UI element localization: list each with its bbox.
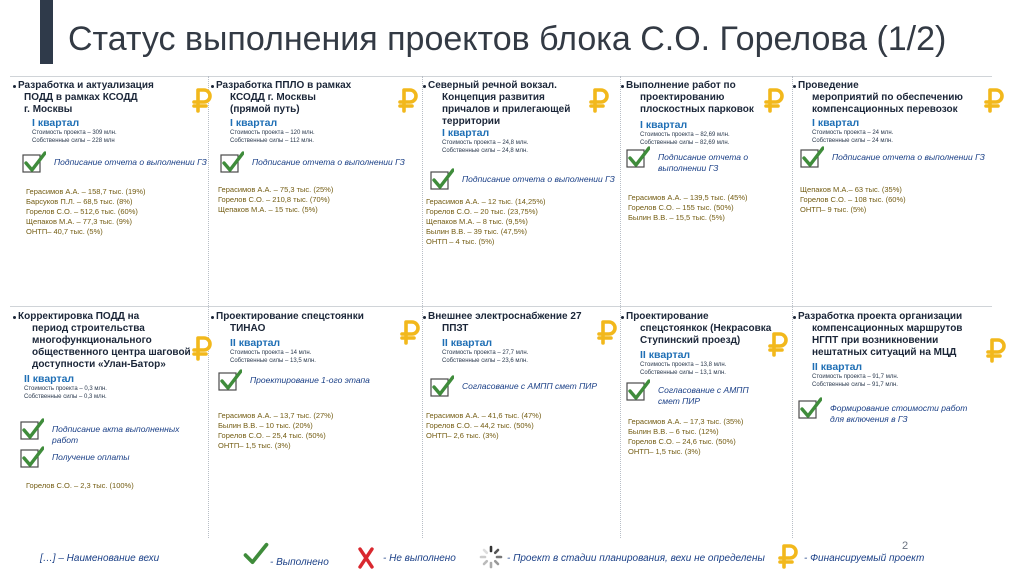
- project-cost: Собственные силы – 0,3 млн.: [24, 394, 107, 400]
- check-icon: [430, 168, 454, 192]
- check-icon: [218, 369, 242, 393]
- contributor-share: Былин В.В. – 10 тыс. (20%): [218, 421, 313, 430]
- project-quarter: II квартал: [230, 337, 281, 349]
- check-icon: [220, 151, 244, 175]
- contributor-share: ОНТП– 9 тыс. (5%): [800, 205, 867, 214]
- milestone-label: Подписание акта выполненных: [52, 424, 180, 434]
- project-cost: Собственные силы – 82,69 млн.: [640, 140, 730, 146]
- slide-title: Статус выполнения проектов блока С.О. Горелова (1/2): [68, 20, 947, 58]
- project-cost: Стоимость проекта – 91,7 млн.: [812, 374, 899, 380]
- milestone-label: выполнении ГЗ: [658, 163, 719, 173]
- project-quarter: I квартал: [442, 127, 490, 139]
- grid-divider: [620, 76, 622, 538]
- contributor-share: Щепаков М.А. – 15 тыс. (5%): [218, 205, 318, 214]
- project-cost: Стоимость проекта – 14 млн.: [230, 350, 312, 356]
- milestone-label: Получение оплаты: [52, 452, 130, 462]
- project-title-line: нештатных ситуаций на МЦД: [812, 347, 957, 358]
- contributor-share: Щепаков М.А. – 8 тыс. (9,5%): [426, 217, 528, 226]
- contributor-share: ОНТП– 40,7 тыс. (5%): [26, 227, 103, 236]
- ruble-icon: [982, 86, 1006, 114]
- project-cost: Собственные силы – 112 млн.: [230, 138, 314, 144]
- ruble-icon: [396, 86, 420, 114]
- ruble-icon: [595, 318, 619, 346]
- project-cost: Собственные силы – 24,8 млн.: [442, 148, 528, 154]
- contributor-share: Барсуков П.Л. – 68,5 тыс. (8%): [26, 197, 133, 206]
- check-icon: [798, 397, 822, 421]
- ruble-icon: [398, 318, 422, 346]
- contributor-share: Герасимов А.А. – 17,3 тыс. (35%): [628, 417, 744, 426]
- project-bullet: [793, 85, 796, 88]
- project-quarter: II квартал: [24, 373, 75, 385]
- project-cost: Стоимость проекта – 82,69 млн.: [640, 132, 730, 138]
- check-icon: [626, 379, 650, 403]
- project-cost: Собственные силы – 24 млн.: [812, 138, 893, 144]
- grid-divider: [208, 76, 210, 538]
- legend-planning: - Проект в стадии планирования, вехи не определены: [507, 553, 765, 564]
- contributor-share: Былин В.В. – 6 тыс. (12%): [628, 427, 719, 436]
- project-title-line: Внешнее электроснабжение 27: [428, 311, 582, 322]
- contributor-share: Горелов С.О. – 512,6 тыс. (60%): [26, 207, 138, 216]
- project-bullet: [211, 316, 214, 319]
- project-title-line: Разработка проекта организации: [798, 311, 963, 322]
- project-cost: Стоимость проекта – 120 млн.: [230, 130, 315, 136]
- project-cost: Собственные силы – 13,1 млн.: [640, 370, 726, 376]
- legend-cross-icon: [356, 546, 376, 570]
- milestone-label: работ: [52, 435, 79, 445]
- contributor-share: Былин В.В. – 15,5 тыс. (5%): [628, 213, 725, 222]
- project-quarter: II квартал: [640, 349, 691, 361]
- project-bullet: [13, 316, 16, 319]
- project-title-line: плоскостных парковок: [640, 104, 754, 115]
- check-icon: [800, 146, 824, 170]
- project-quarter: I квартал: [230, 117, 278, 129]
- contributor-share: Герасимов А.А. – 13,7 тыс. (27%): [218, 411, 334, 420]
- milestone-label: Проектирование 1-ого этапа: [250, 375, 370, 385]
- check-icon: [20, 418, 44, 442]
- project-quarter: II квартал: [442, 337, 493, 349]
- grid-line-top: [10, 76, 992, 77]
- project-cost: Стоимость проекта – 309 млн.: [32, 130, 117, 136]
- contributor-share: Горелов С.О. – 2,3 тыс. (100%): [26, 481, 134, 490]
- project-quarter: II квартал: [812, 361, 863, 373]
- project-title-line: территории: [442, 116, 501, 127]
- grid-line-middle: [10, 306, 992, 307]
- contributor-share: Горелов С.О. – 44,2 тыс. (50%): [426, 421, 534, 430]
- contributor-share: ОНТП – 4 тыс. (5%): [426, 237, 495, 246]
- project-title-line: Разработка ППЛО в рамках: [216, 80, 352, 91]
- project-bullet: [13, 85, 16, 88]
- legend-done: - Выполнено: [270, 557, 329, 568]
- milestone-label: Формирование стоимости работ: [830, 403, 968, 413]
- project-cost: Стоимость проекта – 24,8 млн.: [442, 140, 529, 146]
- contributor-share: Герасимов А.А. – 139,5 тыс. (45%): [628, 193, 748, 202]
- project-bullet: [423, 316, 426, 319]
- project-title-line: причалов и прилегающей: [442, 104, 571, 115]
- project-title-line: ТИНАО: [230, 323, 266, 334]
- legend-spinner-icon: [479, 545, 503, 569]
- ruble-icon: [984, 336, 1008, 364]
- project-title-line: Северный речной вокзал.: [428, 80, 557, 91]
- contributor-share: Герасимов А.А. – 12 тыс. (14,25%): [426, 197, 546, 206]
- project-title-line: Корректировка ПОДД на: [18, 311, 140, 322]
- contributor-share: Горелов С.О. – 108 тыс. (60%): [800, 195, 906, 204]
- legend-financed: - Финансируемый проект: [804, 553, 925, 564]
- ruble-icon: [762, 86, 786, 114]
- project-title-line: спецстоянкок (Некрасовка: [640, 323, 772, 334]
- contributor-share: Горелов С.О. – 25,4 тыс. (50%): [218, 431, 326, 440]
- ruble-icon: [587, 86, 611, 114]
- page-number: 2: [902, 540, 909, 552]
- project-title-line: доступности «Улан-Батор»: [32, 359, 166, 370]
- legend-check-icon: [242, 540, 270, 568]
- grid-divider: [422, 76, 424, 538]
- check-icon: [20, 446, 44, 470]
- contributor-share: Горелов С.О. – 20 тыс. (23,75%): [426, 207, 538, 216]
- milestone-label: Согласование с АМПП: [658, 385, 749, 395]
- milestone-label: Подписание отчета о выполнении ГЗ: [462, 174, 615, 184]
- contributor-share: Щепаков М.А.– 63 тыс. (35%): [800, 185, 902, 194]
- milestone-label: Подписание отчета о выполнении ГЗ: [54, 157, 207, 167]
- legend-milestone: […] – Наименование вехи: [40, 553, 160, 564]
- ruble-icon: [190, 334, 214, 362]
- project-bullet: [423, 85, 426, 88]
- project-title-line: г. Москвы: [24, 104, 73, 115]
- project-title-line: компенсационных перевозок: [812, 104, 958, 115]
- check-icon: [430, 375, 454, 399]
- ruble-icon: [190, 86, 214, 114]
- project-title-line: Концепция развития: [442, 92, 545, 103]
- project-title-line: Выполнение работ по: [626, 80, 736, 91]
- milestone-label: для включения в ГЗ: [830, 414, 908, 424]
- project-title-line: КСОДД г. Москвы: [230, 92, 316, 103]
- milestone-label: Подписание отчета о выполнении ГЗ: [252, 157, 405, 167]
- contributor-share: Герасимов А.А. – 75,3 тыс. (25%): [218, 185, 334, 194]
- project-bullet: [211, 85, 214, 88]
- contributor-share: ОНТП– 2,6 тыс. (3%): [426, 431, 499, 440]
- project-cost: Стоимость проекта – 24 млн.: [812, 130, 894, 136]
- milestone-label: Подписание отчета о: [658, 152, 749, 162]
- milestone-label: смет ПИР: [658, 396, 701, 406]
- project-title-line: Проведение: [798, 80, 859, 91]
- contributor-share: Былин В.В. – 39 тыс. (47,5%): [426, 227, 528, 236]
- project-title-line: проектированию: [640, 92, 725, 103]
- legend-not-done: - Не выполнено: [383, 553, 456, 564]
- contributor-share: ОНТП– 1,5 тыс. (3%): [218, 441, 291, 450]
- project-title-line: компенсационных маршрутов: [812, 323, 963, 334]
- project-title-line: НГПТ при возникновении: [812, 335, 939, 346]
- project-bullet: [793, 316, 796, 319]
- project-bullet: [621, 85, 624, 88]
- contributor-share: Герасимов А.А. – 41,6 тыс. (47%): [426, 411, 542, 420]
- project-title-line: Проектирование: [626, 311, 709, 322]
- project-title-line: период строительства: [32, 323, 145, 334]
- project-title-line: ППЗТ: [442, 323, 469, 334]
- project-title-line: (прямой путь): [230, 104, 300, 115]
- project-cost: Собственные силы – 13,5 млн.: [230, 358, 316, 364]
- project-cost: Собственные силы – 228 млн: [32, 138, 115, 144]
- contributor-share: Герасимов А.А. – 158,7 тыс. (19%): [26, 187, 146, 196]
- contributor-share: Щепаков М.А. – 77,3 тыс. (9%): [26, 217, 133, 226]
- legend-ruble-icon: [776, 542, 800, 570]
- milestone-label: Подписание отчета о выполнении ГЗ: [832, 152, 985, 162]
- project-cost: Стоимость проекта – 27,7 млн.: [442, 350, 529, 356]
- project-cost: Собственные силы – 91,7 млн.: [812, 382, 898, 388]
- project-title-line: многофункционального: [32, 335, 152, 346]
- project-title-line: общественного центра шаговой: [32, 347, 191, 358]
- contributor-share: Горелов С.О. – 155 тыс. (50%): [628, 203, 734, 212]
- contributor-share: Горелов С.О. – 210,8 тыс. (70%): [218, 195, 330, 204]
- title-accent-bar: [40, 0, 53, 64]
- ruble-icon: [766, 330, 790, 358]
- project-cost: Собственные силы – 23,6 млн.: [442, 358, 528, 364]
- project-cost: Стоимость проекта – 0,3 млн.: [24, 386, 107, 392]
- milestone-label: Согласование с АМПП смет ПИР: [462, 381, 598, 391]
- project-title-line: Ступинский проезд): [640, 335, 741, 346]
- project-quarter: I квартал: [640, 119, 688, 131]
- project-quarter: I квартал: [32, 117, 80, 129]
- project-title-line: Разработка и актуализация: [18, 80, 154, 91]
- project-title-line: мероприятий по обеспечению: [812, 92, 963, 103]
- project-bullet: [621, 316, 624, 319]
- grid-divider: [792, 76, 794, 538]
- contributor-share: ОНТП– 1,5 тыс. (3%): [628, 447, 701, 456]
- project-title-line: Проектирование спецстоянки: [216, 311, 364, 322]
- check-icon: [626, 146, 650, 170]
- project-quarter: I квартал: [812, 117, 860, 129]
- contributor-share: Горелов С.О. – 24,6 тыс. (50%): [628, 437, 736, 446]
- project-title-line: ПОДД в рамках КСОДД: [24, 92, 138, 103]
- project-cost: Стоимость проекта – 13,8 млн.: [640, 362, 727, 368]
- check-icon: [22, 151, 46, 175]
